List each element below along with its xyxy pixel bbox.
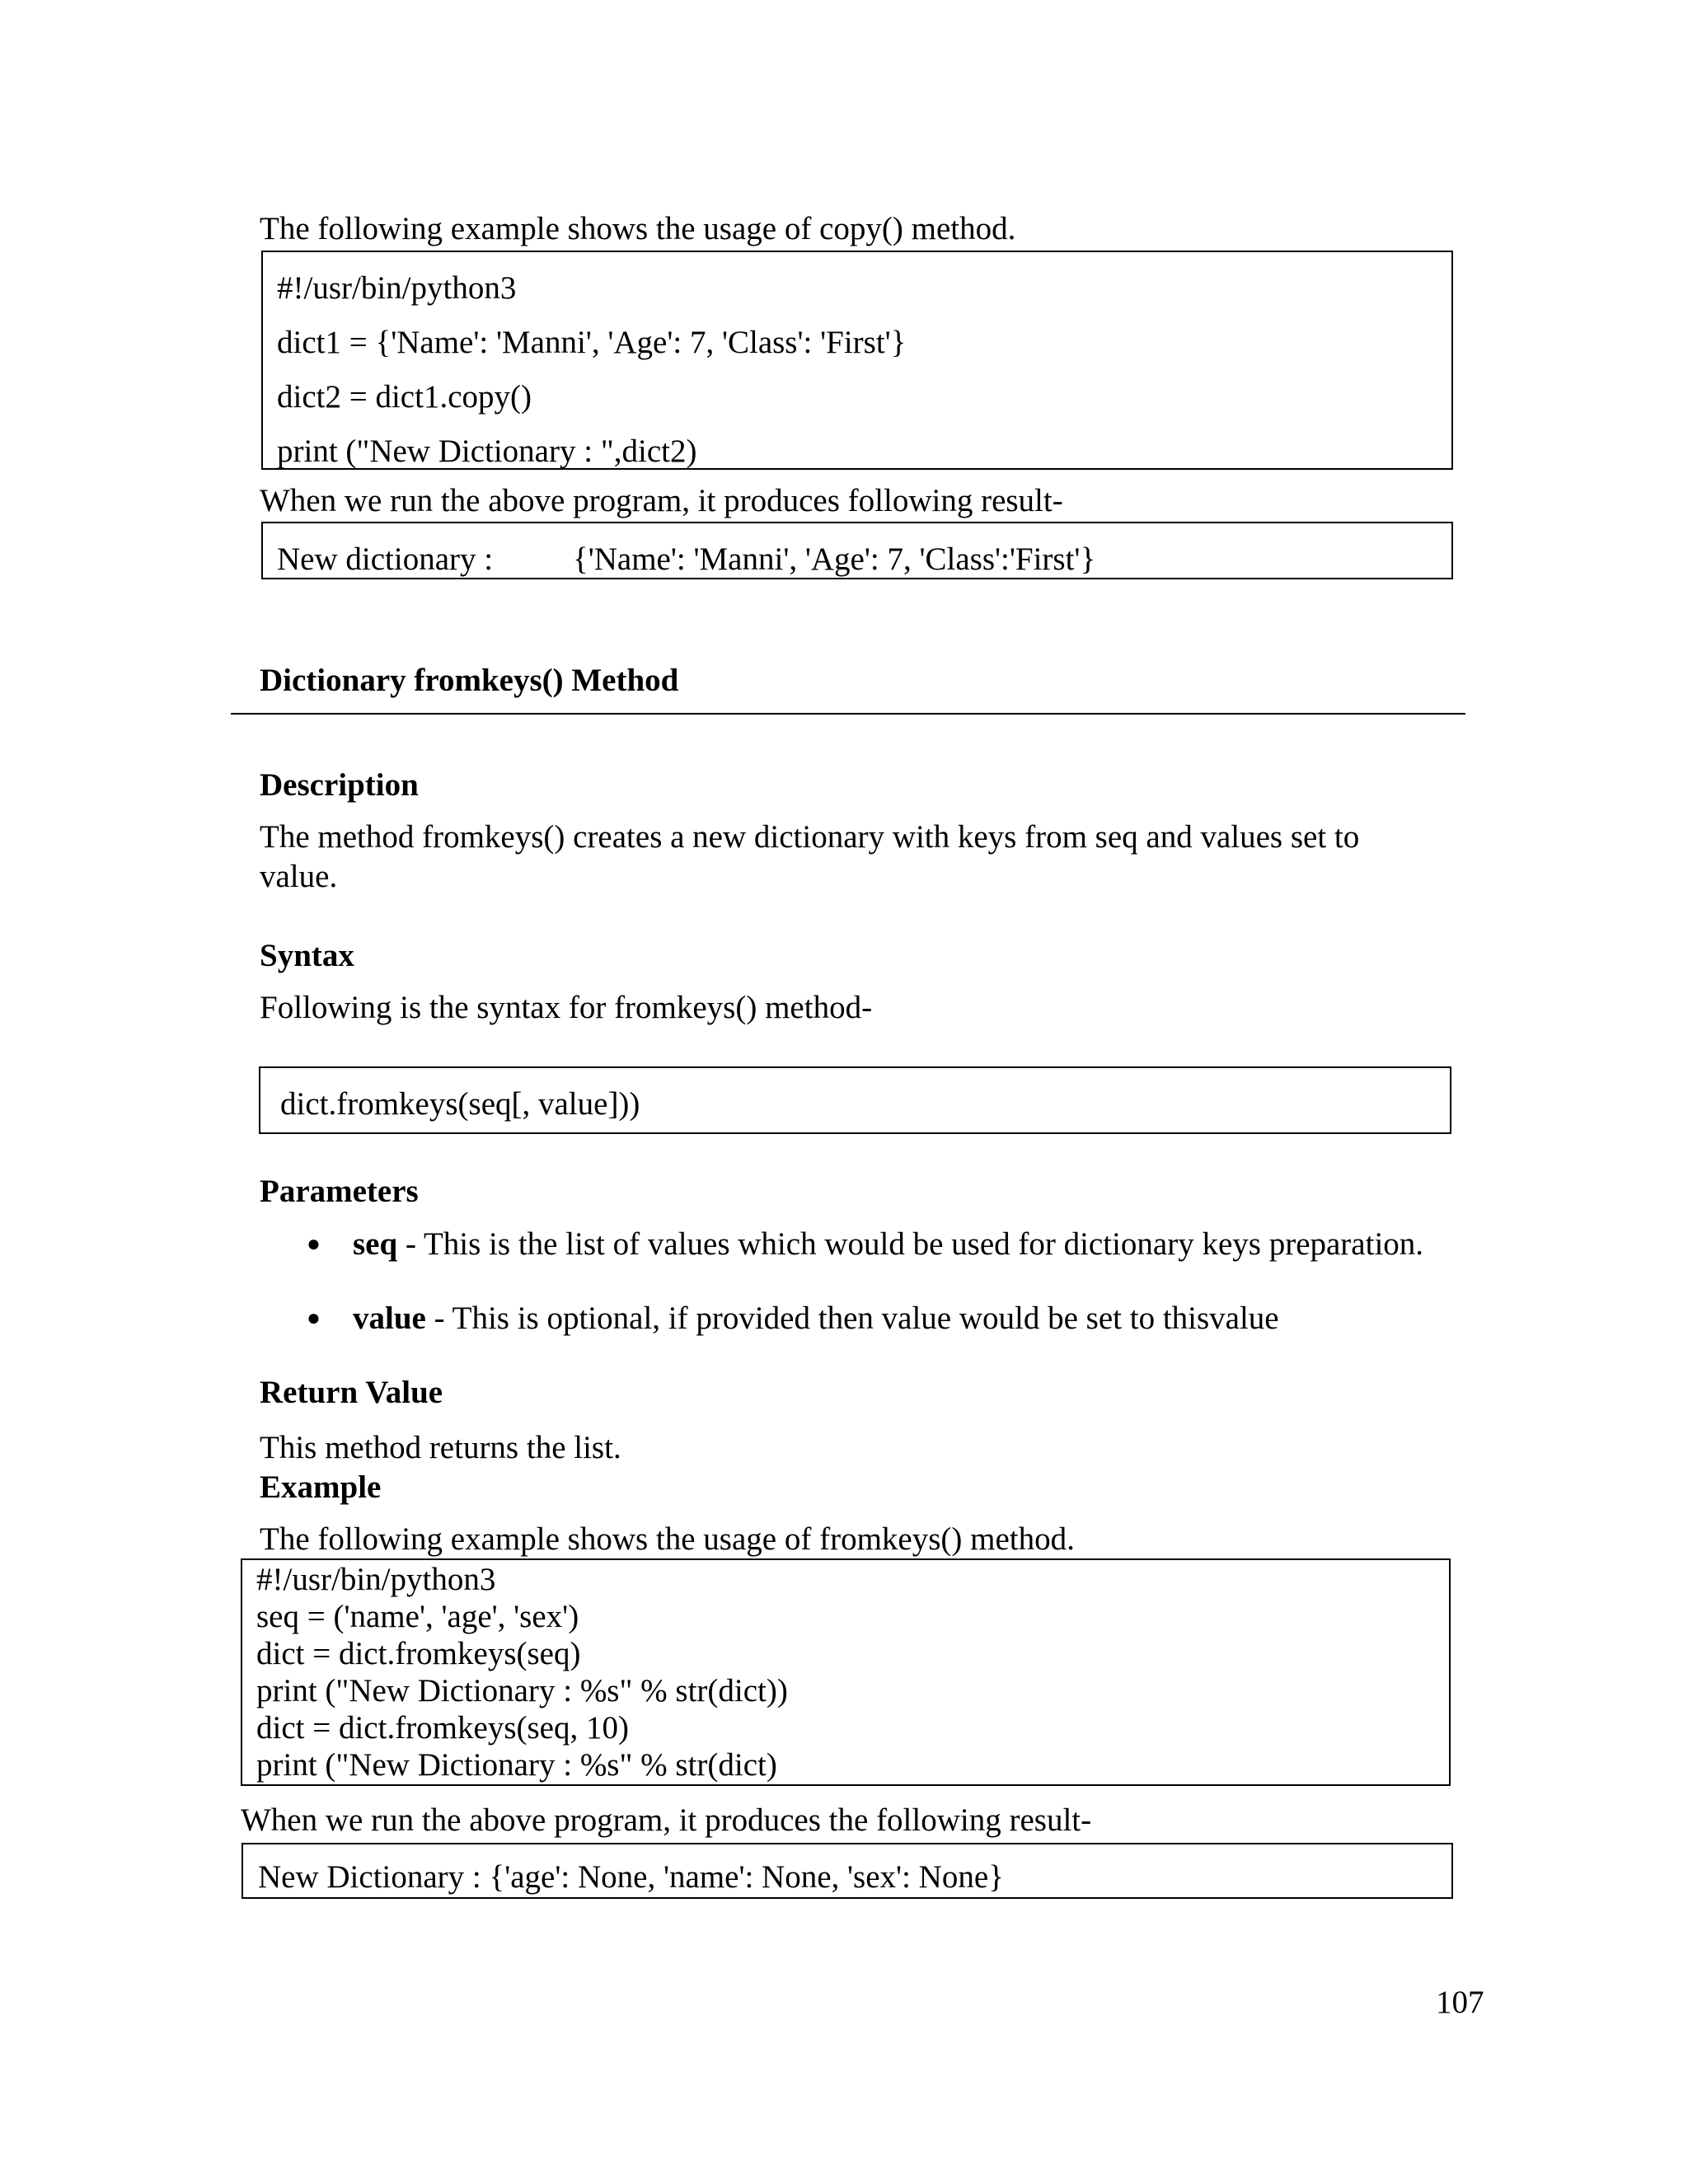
- parameter-item-value: [305, 1302, 1459, 1338]
- copy-code-line-4: print ("New Dictionary : ",dict2): [277, 434, 697, 469]
- section-heading: Dictionary fromkeys() Method: [260, 663, 679, 698]
- copy-result-box: [261, 522, 1453, 579]
- description-heading: Description: [260, 767, 419, 803]
- copy-result-label: New dictionary :: [277, 541, 494, 577]
- example-code-line-4: print ("New Dictionary : %s" % str(dict)): [256, 1673, 788, 1708]
- page-number: 107: [1436, 1985, 1484, 2020]
- copy-result-value: {'Name': 'Manni', 'Age': 7, 'Class':'First'}: [573, 541, 1096, 577]
- copy-code-line-1: #!/usr/bin/python3: [277, 270, 517, 306]
- section-divider: [231, 713, 1465, 715]
- syntax-code: dict.fromkeys(seq[, value])): [280, 1086, 640, 1122]
- example-code-line-5: dict = dict.fromkeys(seq, 10): [256, 1710, 629, 1746]
- example-result-intro: When we run the above program, it produces the following result-: [241, 1802, 1092, 1838]
- parameter-desc: - This is the list of values which would be used for dictionary keys preparation.: [397, 1226, 1424, 1262]
- parameters-list: [305, 1228, 1459, 1343]
- example-result-box: [241, 1843, 1453, 1899]
- parameters-heading: Parameters: [260, 1174, 419, 1209]
- example-heading: Example: [260, 1469, 382, 1505]
- example-result-text: New Dictionary : {'age': None, 'name': None, 'sex': None}: [258, 1859, 1004, 1895]
- parameter-name: seq: [353, 1226, 398, 1262]
- syntax-code-box: [259, 1066, 1451, 1134]
- return-value-heading: Return Value: [260, 1375, 443, 1410]
- example-code-line-1: #!/usr/bin/python3: [256, 1562, 496, 1597]
- example-intro: The following example shows the usage of fromkeys() method.: [260, 1521, 1075, 1557]
- syntax-intro: Following is the syntax for fromkeys() method-: [260, 990, 873, 1025]
- example-code-box: [241, 1558, 1451, 1786]
- bullet-icon: ●: [307, 1305, 321, 1331]
- parameter-desc: - This is optional, if provided then value would be set to thisvalue: [425, 1301, 1279, 1336]
- bullet-icon: ●: [307, 1231, 321, 1257]
- return-value-text: This method returns the list.: [260, 1430, 621, 1465]
- parameter-name: value: [353, 1301, 426, 1336]
- copy-example-intro: The following example shows the usage of copy() method.: [260, 211, 1016, 246]
- example-code-line-2: seq = ('name', 'age', 'sex'): [256, 1599, 579, 1634]
- description-line-2: value.: [260, 859, 338, 894]
- copy-result-intro: When we run the above program, it produces following result-: [260, 483, 1063, 518]
- copy-code-box: [261, 251, 1453, 470]
- copy-code-line-2: dict1 = {'Name': 'Manni', 'Age': 7, 'Class': 'First'}: [277, 325, 907, 360]
- copy-code-line-3: dict2 = dict1.copy(): [277, 379, 532, 415]
- description-line-1: The method fromkeys() creates a new dictionary with keys from seq and values set to: [260, 819, 1360, 855]
- example-code-line-3: dict = dict.fromkeys(seq): [256, 1636, 581, 1671]
- syntax-heading: Syntax: [260, 938, 354, 973]
- parameter-item-seq: [305, 1228, 1459, 1264]
- example-code-line-6: print ("New Dictionary : %s" % str(dict): [256, 1747, 777, 1783]
